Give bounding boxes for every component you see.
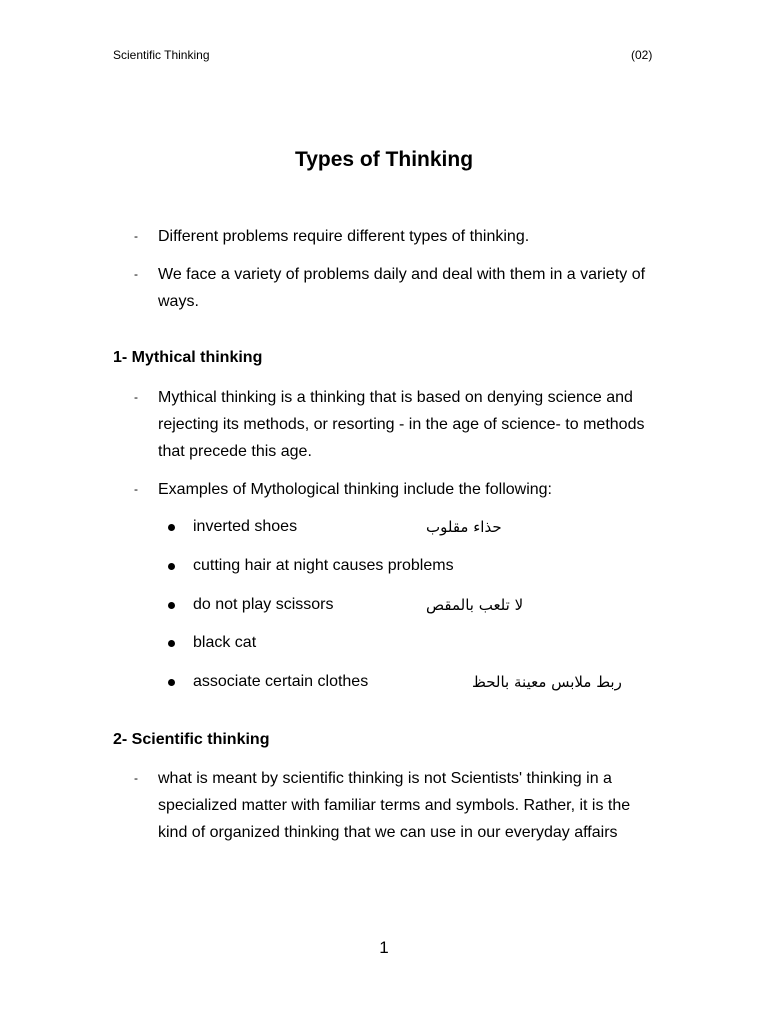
- example-item: [168, 515, 638, 539]
- bullet-dot: [168, 524, 175, 531]
- example-item: [168, 554, 638, 578]
- running-header-number: (02): [631, 48, 653, 62]
- example-arabic: لا تلعب بالمقص: [426, 596, 524, 614]
- example-arabic: حذاء مقلوب: [426, 518, 502, 536]
- running-header-title: Scientific Thinking: [113, 48, 210, 62]
- example-item: [168, 670, 638, 694]
- section-heading-mythical: 1- Mythical thinking: [113, 349, 263, 366]
- section-heading-scientific: 2- Scientific thinking: [113, 731, 270, 748]
- example-english: associate certain clothes: [193, 673, 369, 690]
- example-item: [168, 631, 638, 655]
- bullet-dot: [168, 563, 175, 570]
- example-arabic: ربط ملابس معينة بالحظ: [472, 673, 622, 691]
- example-english: inverted shoes: [193, 518, 298, 535]
- dash-marker: -: [134, 267, 138, 281]
- section-point-text: Mythical thinking is a thinking that is based on denying science and rejecting its methods, or resorting - in the age of science- to methods that precede this age.: [158, 389, 645, 460]
- intro-point-text: Different problems require different types of thinking.: [158, 228, 530, 245]
- page-title: Types of Thinking: [294, 148, 474, 171]
- dash-marker: -: [134, 482, 138, 496]
- page-number: 1: [379, 938, 389, 957]
- dash-marker: -: [134, 771, 138, 785]
- section-point-text: what is meant by scientific thinking is not Scientists' thinking in a specialized matter with familiar terms and symbols. Rather, it is the kind of organized thinking that we can use in our everyday affairs: [158, 770, 631, 841]
- example-english: cutting hair at night causes problems: [193, 557, 454, 574]
- dash-marker: -: [134, 390, 138, 404]
- section-point-text: Examples of Mythological thinking include the following:: [158, 481, 552, 498]
- dash-marker: -: [134, 229, 138, 243]
- bullet-dot: [168, 679, 175, 686]
- intro-point-text: We face a variety of problems daily and deal with them in a variety of ways.: [158, 266, 646, 310]
- bullet-dot: [168, 602, 175, 609]
- bullet-dot: [168, 640, 175, 647]
- example-english: do not play scissors: [193, 596, 334, 613]
- example-item: [168, 593, 638, 617]
- example-english: black cat: [193, 634, 257, 651]
